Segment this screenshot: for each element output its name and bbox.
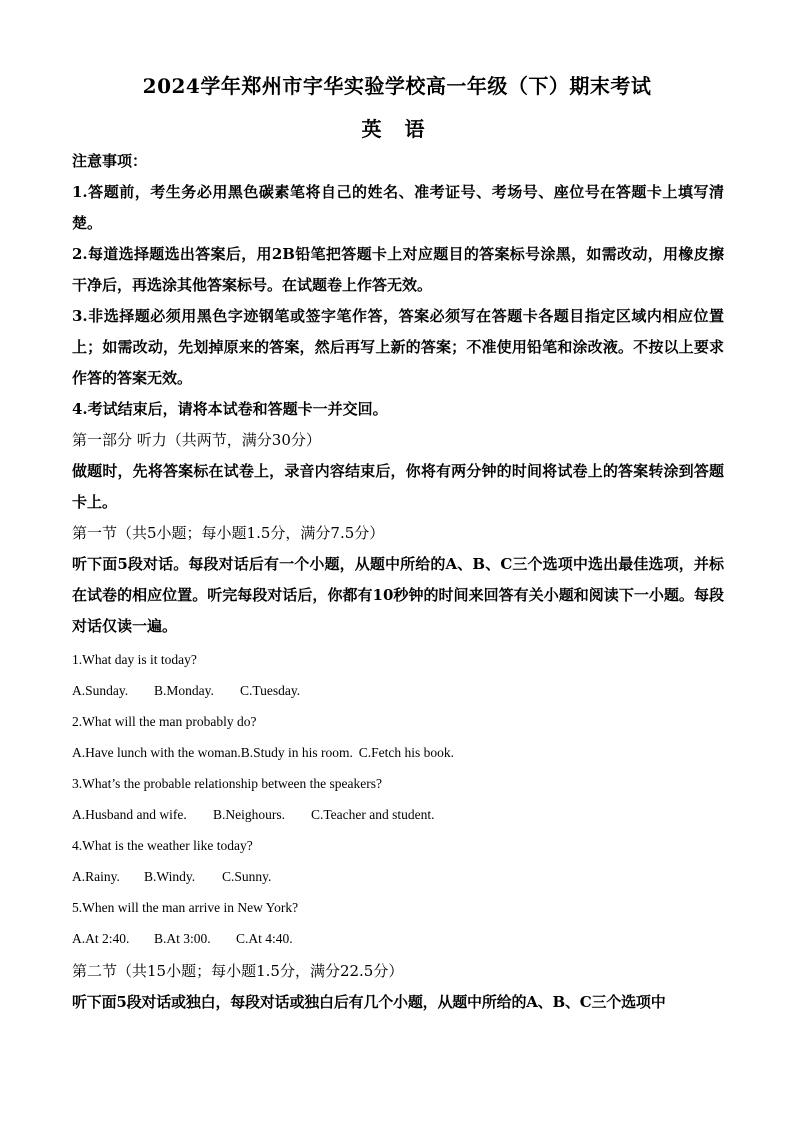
option-a: A.Rainy. [72,869,120,884]
question-2-options [72,743,454,763]
section2-heading: 第二节（共15小题；每小题1.5分，满分22.5分） [72,962,404,980]
option-c: C.Teacher and student. [311,807,435,822]
option-a: A.Husband and wife. [72,807,187,822]
question-5-stem: 5.When will the man arrive in New York? [72,900,299,915]
option-c: C.Sunny. [222,869,272,884]
option-a: A.At 2:40. [72,931,130,946]
option-a: A.Have lunch with the woman. [72,745,241,760]
question-2-stem: 2.What will the man probably do? [72,714,257,729]
section1-heading: 第一节（共5小题；每小题1.5分，满分7.5分） [72,524,385,542]
note-item-3: 3.非选择题必须用黑色字迹钢笔或签字笔作答，答案必须写在答题卡各题目指定区域内相应位置上；如需改动，先划掉原来的答案，然后再写上新的答案；不准使用铅笔和涂改液。不按以上要求作答的答案无效。 [72,307,724,387]
option-b: B.Study in his room. [240,745,353,760]
question-3-stem: 3.What’s the probable relationship between the speakers? [72,776,383,791]
question-4-stem: 4.What is the weather like today? [72,838,253,853]
exam-title: 2024学年郑州市宇华实验学校高一年级（下）期末考试 [142,74,652,98]
option-c: C.Tuesday. [240,683,301,698]
question-3-options [72,805,435,825]
notes-heading: 注意事项： [72,152,148,170]
option-c: C.At 4:40. [236,931,293,946]
note-item-1: 1.答题前，考生务必用黑色碳素笔将自己的姓名、准考证号、考场号、座位号在答题卡上填写清楚。 [72,183,724,232]
section1-instructions: 听下面5段对话。每段对话后有一个小题，从题中所给的A、B、C三个选项中选出最佳选项，并标在试卷的相应位置。听完每段对话后，你都有10秒钟的时间来回答有关小题和阅读下一小题。每段对话仅读一遍。 [72,555,724,635]
section2-instructions: 听下面5段对话或独白，每段对话或独白后有几个小题，从题中所给的A、B、C三个选项中 [72,993,666,1011]
option-b: B.Windy. [144,869,196,884]
note-item-2: 2.每道选择题选出答案后，用2B铅笔把答题卡上对应题目的答案标号涂黑，如需改动，用橡皮擦干净后，再选涂其他答案标号。在试题卷上作答无效。 [72,245,724,294]
question-1-options [72,681,300,701]
question-1-stem: 1.What day is it today? [72,652,197,667]
option-b: B.Neighours. [213,807,285,822]
option-a: A.Sunday. [72,683,129,698]
option-b: B.Monday. [154,683,214,698]
part1-instructions: 做题时，先将答案标在试卷上，录音内容结束后，你将有两分钟的时间将试卷上的答案转涂到答题卡上。 [72,462,724,511]
question-4-options [72,867,271,887]
note-item-4: 4.考试结束后，请将本试卷和答题卡一并交回。 [72,400,388,418]
option-c: C.Fetch his book. [358,745,454,760]
question-5-options [72,929,293,949]
exam-subject: 英 语 [361,117,433,141]
part1-heading: 第一部分 听力（共两节，满分30分） [72,431,321,449]
option-b: B.At 3:00. [154,931,211,946]
